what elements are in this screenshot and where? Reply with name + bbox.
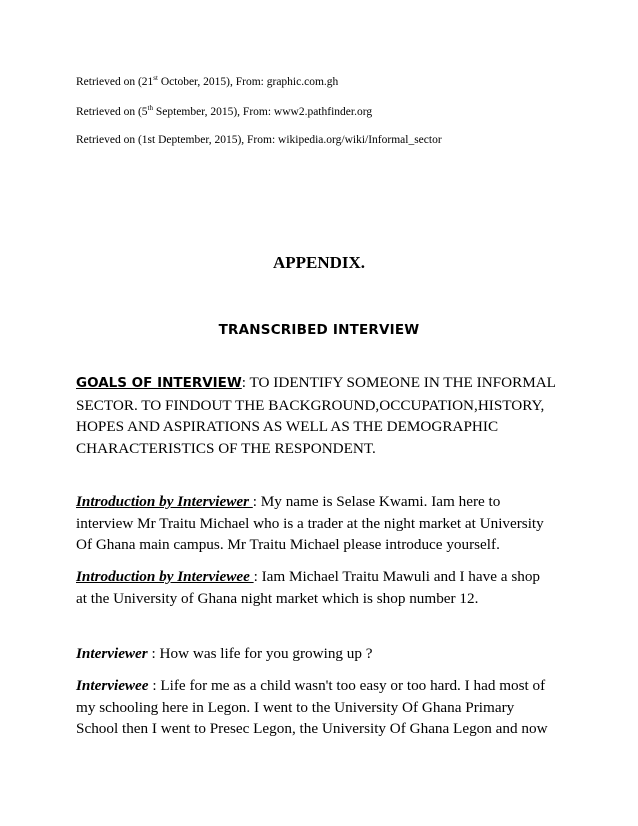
reference-line: Retrieved on (1st Deptember, 2015), From: wikipedia.org/wiki/Informal_sector	[76, 134, 442, 146]
goals-paragraph: GOALS OF INTERVIEW: TO IDENTIFY SOMEONE IN THE INFORMAL SECTOR. TO FINDOUT THE BACKGROUND,OCCUPATION,HISTORY, HOPES AND ASPIRATIONS AS WELL AS THE DEMOGRAPHIC CHARACTERISTICS OF THE RESPONDENT.	[76, 374, 556, 457]
intro-interviewer-paragraph: Introduction by Interviewer : My name is Selase Kwami. Iam here to interview Mr Traitu Michael who is a trader at the night market at University Of Ghana main campus. Mr Traitu Michael please introduce yourself.	[76, 493, 544, 553]
intro-interviewee-label: Introduction by Interviewee	[76, 568, 254, 585]
intro-interviewer-label: Introduction by Interviewer	[76, 493, 253, 510]
transcribed-interview-heading: TRANSCRIBED INTERVIEW	[218, 322, 420, 338]
interviewer-label: Interviewer	[76, 645, 148, 662]
appendix-heading: APPENDIX.	[272, 253, 366, 272]
reference-line: Retrieved on (5th September, 2015), From: www2.pathfinder.org	[76, 104, 373, 118]
interviewee-label: Interviewee	[76, 677, 149, 694]
interviewer-question: Interviewer : How was life for you growing up ?	[76, 645, 373, 662]
reference-line: Retrieved on (21st October, 2015), From: graphic.com.gh	[76, 74, 339, 88]
intro-interviewee-paragraph: Introduction by Interviewee : Iam Michael Traitu Mawuli and I have a shop at the University of Ghana night market which is shop number 12.	[76, 568, 541, 607]
goals-label: GOALS OF INTERVIEW	[76, 375, 242, 391]
interviewee-answer: Interviewee : Life for me as a child wasn't too easy or too hard. I had most of my schooling here in Legon. I went to the University Of Ghana Primary School then I went to Presec Legon, the University Of Ghana Legon and now	[76, 677, 548, 737]
